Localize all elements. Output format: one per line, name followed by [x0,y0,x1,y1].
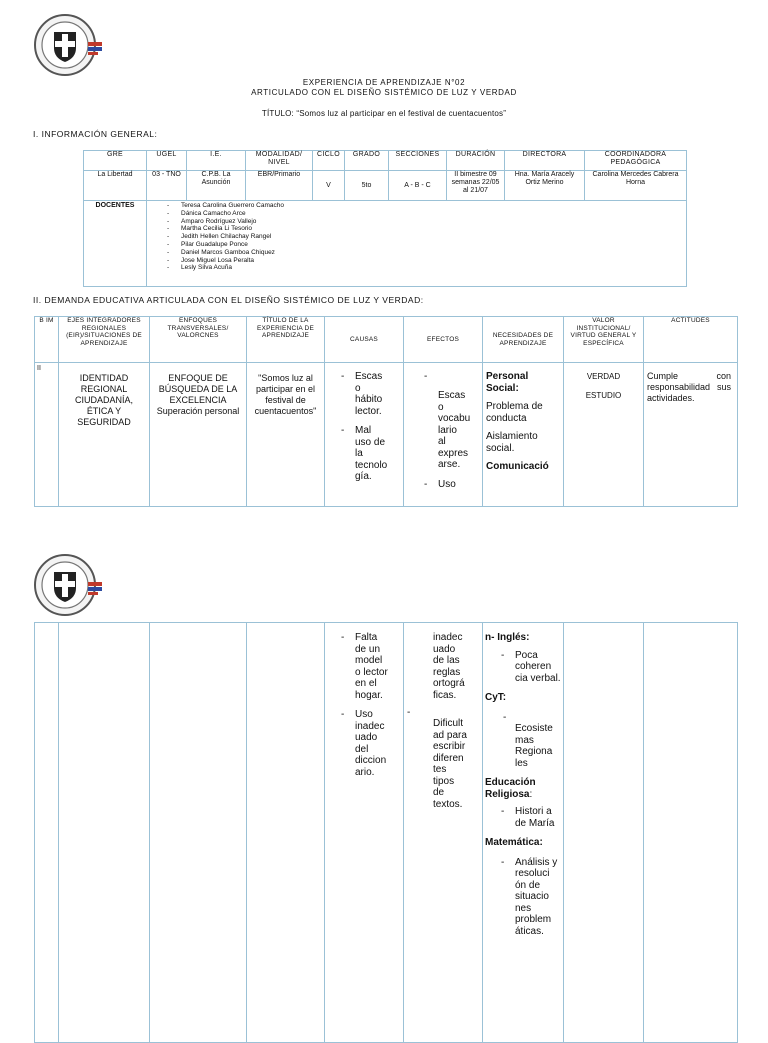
efecto-item: - Uso [424,478,456,490]
docente-item: - Daniel Marcos Gamboa Chiquez [167,248,275,256]
cont-valor [564,623,644,1043]
cont-causas [325,623,404,1043]
cell-titulo: "Somos luz al participar en el festival de cuentacuentos" [247,363,325,507]
val-secciones: A - B - C [389,171,447,201]
col-efectos: EFECTOS [404,317,483,363]
cont-ejes [59,623,150,1043]
col-valor: VALOR INSTITUCIONAL/ VIRTUD GENERAL Y ESPECÍFICA [564,317,644,363]
demanda-table [34,316,738,507]
col-gre: GRE [84,151,147,171]
docente-item: - Pilar Guadalupe Ponce [167,240,248,248]
col-titulo: TÍTULO DE LA EXPERIENCIA DE APRENDIZAJE [247,317,325,363]
col-duracion: DURACIÓN [447,151,505,171]
necesidad-item: - Poca coheren cia verbal. [501,649,561,684]
cont-necesidades: n- Inglés: - Poca coheren cia verbal. CyT: - Ecosiste mas Regiona les Educación Religiosa: - Histori a de María Matemática: - Análisis y resoluci ón de situacio nes problem áticas. [483,623,564,1043]
col-bim: B IM [35,317,59,363]
cell-valor: VERDAD ESTUDIO [564,363,644,507]
col-enfoques: ENFOQUES TRANSVERSALES/ VALORCNES [150,317,247,363]
cell-efectos: - Escas o vocabu lario al expres arse. - Uso [404,363,483,507]
religion-heading: Educación Religiosa: [485,777,536,800]
val-coordinadora: Carolina Mercedes Cabrera Horna [585,171,687,201]
necesidad-item: - Análisis y resoluci ón de situacio nes problem áticas. [501,856,558,937]
section-general-heading: I. INFORMACIÓN GENERAL: [33,129,158,139]
docente-item: - Martha Cecilia Li Tesorio [167,225,253,233]
docentes-list [167,202,686,272]
val-modalidad: EBR/Primario [246,171,313,201]
col-ciclo: CICLO [313,151,345,171]
cell-bim: II [35,363,59,507]
docente-item: - Teresa Carolina Guerrero Camacho [167,202,284,209]
school-seal-logo [32,12,104,78]
necesidad-item: Ecosiste mas Regiona les [515,723,553,769]
val-ie: C.P.B. La Asunción [187,171,246,201]
docente-item: - Jose Miguel Losa Peralta [167,256,254,264]
col-ugel: UGEL [147,151,187,171]
cont-efectos: inadec uado de las reglas ortográ ficas. - Dificult ad para escribir diferen tes tipos de textos. [404,623,483,1043]
causa-item: - Falta de un model o lector en el hogar. [341,632,388,701]
experience-title: EXPERIENCIA DE APRENDIZAJE N°02 [302,78,466,87]
demanda-table-continued [34,622,738,1043]
cont-titulo [247,623,325,1043]
docentes-list-cell [147,201,687,287]
val-grado: 5to [345,171,389,201]
cell-ejes: IDENTIDAD REGIONAL CIUDADANÍA, ÉTICA Y SEGURIDAD [59,363,150,507]
necesidad-item: - Histori a de María [501,806,555,829]
efecto-item: Dificult ad para escribir diferen tes tipos de textos. [433,718,467,810]
cont-enfoque [150,623,247,1043]
col-coordinadora: COORDINADORA PEDAGÓGICA [585,151,687,171]
col-grado: GRADO [345,151,389,171]
causa-item: - Escas o hábito lector. [341,371,383,417]
cont-bim [35,623,59,1043]
enfoque-text: ENFOQUE DE BÚSQUEDA DE LA EXCELENCIA [158,373,238,405]
val-gre: La Libertad [84,171,147,201]
col-causas: CAUSAS [325,317,404,363]
cell-necesidades: Personal Social: Problema de conducta Aislamiento social. Comunicació [483,363,564,507]
enfoque-sub: Superación personal [156,406,240,416]
val-duracion: II bimestre 09 semanas 22/05 al 21/07 [447,171,505,201]
causa-item: - Mal uso de la tecnolo gía. [341,425,388,482]
section-demanda-heading: II. DEMANDA EDUCATIVA ARTICULADA CON EL DISEÑO SISTÉMICO DE LUZ Y VERDAD: [33,295,424,305]
document-title: TÍTULO: “Somos luz al participar en el festival de cuentacuentos” [261,109,507,118]
cell-actitud: Cumple con responsabilidad sus actividades. [644,363,738,507]
docente-item: - Lesly Silva Acuña [167,264,232,272]
efecto-top: inadec uado de las reglas ortográ ficas. [433,632,465,701]
col-necesidades: NECESIDADES DE APRENDIZAJE [483,317,564,363]
docente-item: - Jedith Hellen Chilachay Rangel [167,233,272,241]
col-directora: DIRECTORA [505,151,585,171]
articulation-title: ARTICULADO CON EL DISEÑO SISTÉMICO DE LUZ Y VERDAD [251,88,517,97]
cell-causas [325,363,404,507]
school-seal-logo-page2 [32,552,104,618]
cont-actitud [644,623,738,1043]
docente-item: - Amparo Rodríguez Vallejo [167,217,257,225]
val-ciclo: V [313,171,345,201]
val-directora: Hna. María Aracely Ortiz Merino [505,171,585,201]
col-secciones: SECCIONES [389,151,447,171]
efecto-item: Escas o vocabu lario al expres arse. [438,390,471,470]
causa-item: - Uso inadec uado del diccion ario. [341,709,387,778]
general-info-table [83,150,687,287]
cell-enfoque [150,363,247,507]
col-ejes: EJES INTEGRADORES REGIONALES (EIR)/SITUACIONES DE APRENDIZAJE [59,317,150,363]
val-ugel: 03 - TNO [147,171,187,201]
col-ie: I.E. [187,151,246,171]
col-modalidad: MODALIDAD/ NIVEL [246,151,313,171]
docente-item: - Dánica Camacho Arce [167,209,246,217]
col-actitudes: ACTITUDES [644,317,738,363]
docentes-label: DOCENTES [84,201,147,287]
